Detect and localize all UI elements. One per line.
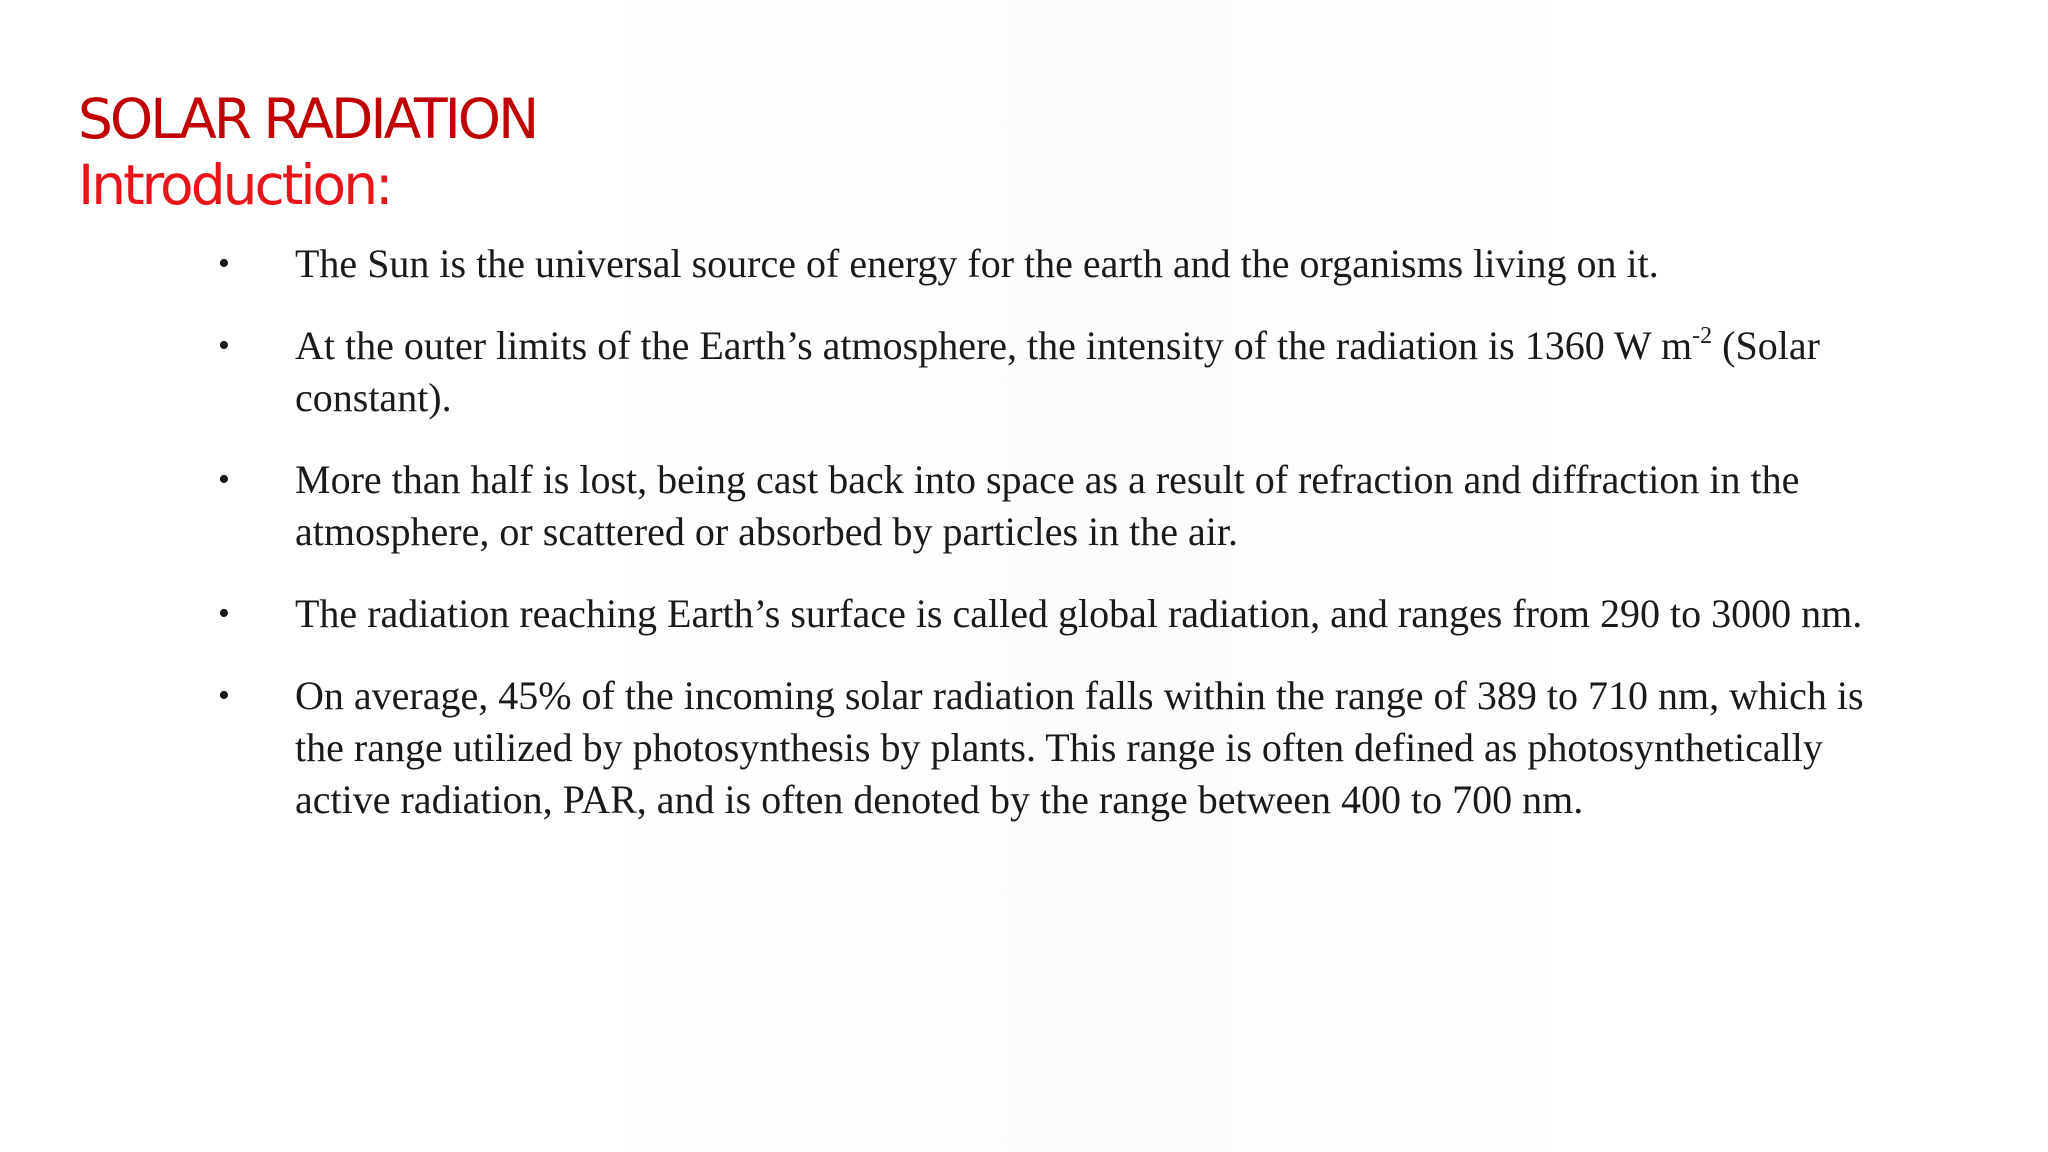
- bullet-item-global-radiation: [218, 588, 1878, 640]
- bullet-list: [218, 238, 1878, 856]
- unit-superscript: -2: [1692, 323, 1713, 349]
- bullet-icon: •: [218, 595, 230, 632]
- title-main: SOLAR RADIATION: [78, 87, 537, 151]
- bullet-text-continued: (Solar constant).: [295, 323, 1820, 420]
- bullet-text: At the outer limits of the Earth’s atmosphere, the intensity of the radiation is 1360 W m: [295, 323, 1693, 368]
- bullet-icon: •: [218, 461, 230, 498]
- bullet-text: The Sun is the universal source of energy for the earth and the organisms living on it.: [295, 241, 1659, 286]
- bullet-text: More than half is lost, being cast back into space as a result of refraction and diffraction in the atmosphere, or scattered or absorbed by particles in the air.: [295, 457, 1800, 554]
- bullet-item-sun-energy: [218, 238, 1878, 290]
- bullet-icon: •: [218, 327, 230, 364]
- bullet-icon: •: [218, 245, 230, 282]
- bullet-item-solar-constant: [218, 320, 1878, 424]
- title-subheading: Introduction:: [78, 153, 391, 217]
- bullet-item-radiation-loss: [218, 454, 1878, 558]
- bullet-text: The radiation reaching Earth’s surface is called global radiation, and ranges from 290 to 3000 nm.: [295, 591, 1863, 636]
- bullet-text: On average, 45% of the incoming solar radiation falls within the range of 389 to 710 nm, which is the range utilized by photosynthesis by plants. This range is often defined as photosynthetically active radiation, PAR, and is often denoted by the range between 400 to 700 nm.: [295, 673, 1864, 822]
- bullet-icon: •: [218, 677, 230, 714]
- bullet-item-par: [218, 670, 1878, 826]
- slide-title: [78, 86, 536, 218]
